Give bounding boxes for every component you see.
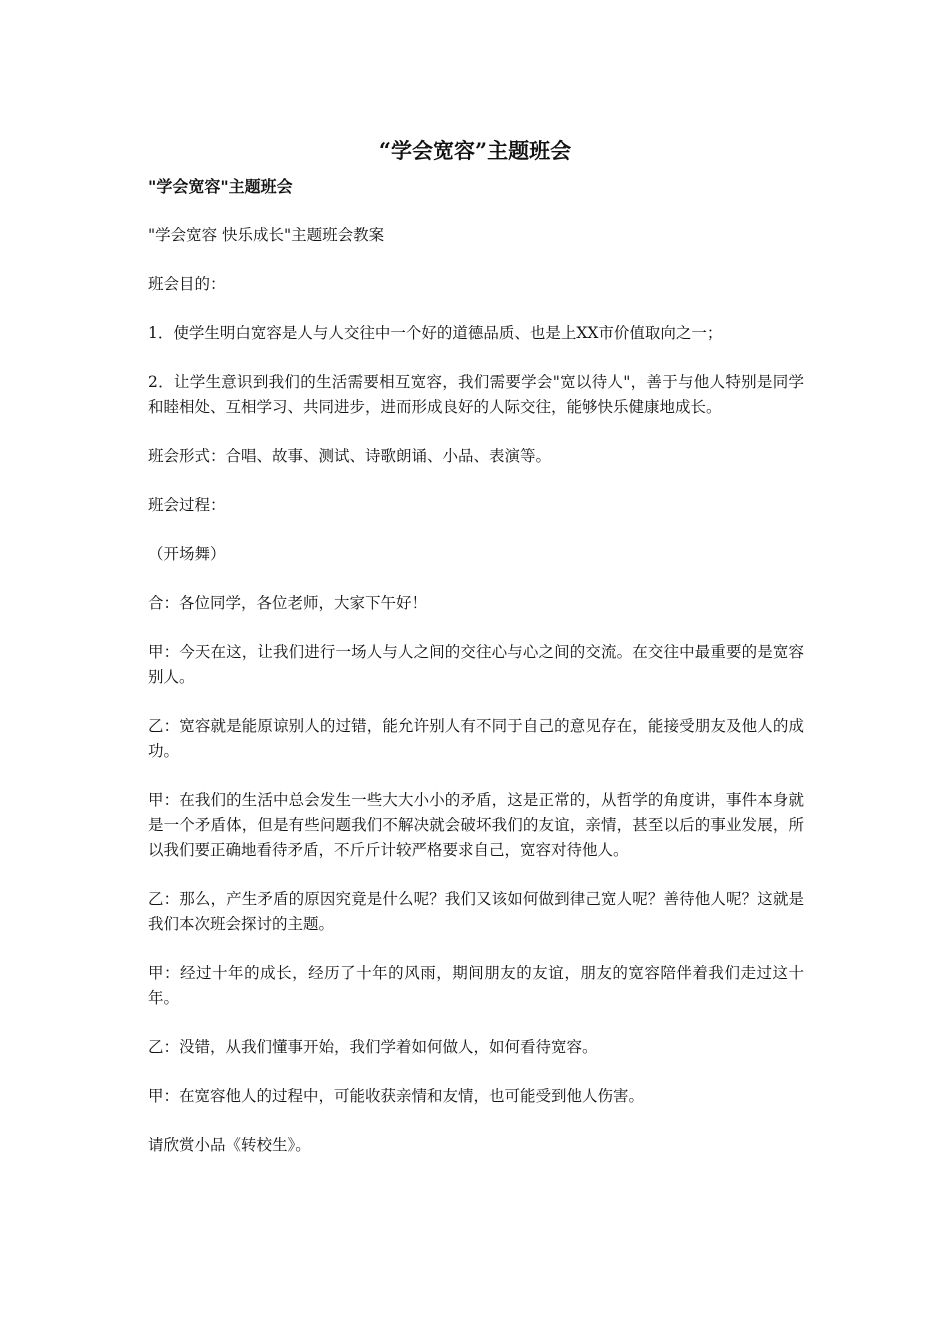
paragraph-purpose-2: 2．让学生意识到我们的生活需要相互宽容，我们需要学会"宽以待人"，善于与他人特别是同学和睦相处、互相学习、共同进步，进而形成良好的人际交往，能够快乐健康地成长。: [148, 373, 804, 416]
paragraph-skit-intro: 请欣赏小品《转校生》。: [148, 1136, 311, 1154]
paragraph-purpose-heading: 班会目的：: [148, 275, 226, 293]
paragraph-dialogue: 合：各位同学，各位老师，大家下午好！: [148, 594, 428, 612]
document-title: “学会宽容”主题班会: [378, 138, 572, 163]
paragraph-dialogue: 甲：今天在这，让我们进行一场人与人之间的交往心与心之间的交流。在交往中最重要的是宽容别人。: [148, 643, 804, 686]
paragraph-dialogue: 乙：宽容就是能原谅别人的过错，能允许别人有不同于自己的意见存在，能接受朋友及他人的成功。: [148, 717, 804, 760]
paragraph-format: 班会形式：合唱、故事、测试、诗歌朗诵、小品、表演等。: [148, 447, 552, 465]
paragraph-opening-dance: （开场舞）: [148, 545, 226, 563]
paragraph-dialogue: 甲：在我们的生活中总会发生一些大大小小的矛盾，这是正常的，从哲学的角度讲，事件本身就是一个矛盾体，但是有些问题我们不解决就会破坏我们的友谊，亲情，甚至以后的事业发展，所以我们要正确地看待矛盾，不斤斤计较严格要求自己，宽容对待他人。: [148, 791, 804, 859]
paragraph-dialogue: 乙：那么，产生矛盾的原因究竟是什么呢？我们又该如何做到律己宽人呢？善待他人呢？这就是我们本次班会探讨的主题。: [148, 890, 804, 933]
paragraph-purpose-1: 1．使学生明白宽容是人与人交往中一个好的道德品质、也是上XX市价值取向之一；: [148, 324, 723, 342]
document-body: [148, 174, 804, 1182]
paragraph-dialogue: 甲：在宽容他人的过程中，可能收获亲情和友情，也可能受到他人伤害。: [148, 1087, 645, 1105]
paragraph-process-heading: 班会过程：: [148, 496, 226, 514]
paragraph-lesson-plan-title: "学会宽容 快乐成长"主题班会教案: [148, 226, 385, 244]
paragraph-dialogue: 乙：没错，从我们懂事开始，我们学着如何做人，如何看待宽容。: [148, 1038, 598, 1056]
document-subtitle: "学会宽容"主题班会: [148, 177, 293, 196]
paragraph-dialogue: 甲：经过十年的成长，经历了十年的风雨，期间朋友的友谊，朋友的宽容陪伴着我们走过这十年。: [148, 964, 804, 1007]
